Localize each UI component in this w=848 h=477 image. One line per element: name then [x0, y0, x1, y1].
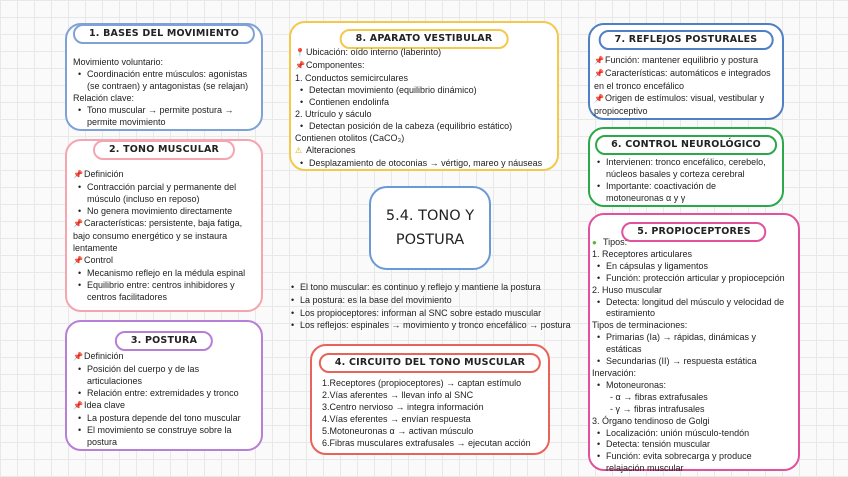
central-topic: [369, 186, 491, 270]
text-line: Origen de estímulos: visual, vestibular y propioceptivo: [594, 93, 765, 116]
bullet-item: • Contracción parcial y permanente del músculo (incluso en reposo): [73, 181, 255, 205]
bullet-item: • Mecanismo reflejo en la médula espinal: [73, 267, 255, 279]
pushpin-icon: 📌: [73, 256, 83, 265]
bullet-item: • Detectan movimiento (equilibrio dinámico): [295, 84, 551, 96]
bullet-item: • La postura depende del tono muscular: [73, 412, 255, 424]
summary-list: [286, 281, 571, 332]
card-circuito-tono: [310, 344, 550, 455]
bullet-item: • Desplazamiento de otoconias → vértigo, mareo y náuseas: [295, 157, 551, 169]
sub-item: - γ → fibras intrafusales: [610, 403, 705, 414]
bullet-item: • Localización: unión músculo-tendón: [592, 428, 792, 440]
pushpin-icon: 📌: [73, 352, 83, 361]
pushpin-icon: 📌: [594, 56, 604, 65]
bullet-item: • Intervienen: tronco encefálico, cerebelo, núcleos basales y corteza cerebral: [592, 156, 776, 180]
bullet-item: • Función: protección articular y propiocepción: [592, 273, 792, 285]
card-reflejos-posturales: [588, 23, 784, 120]
summary-item: • Los reflejos: espinales → movimiento y tronco encefálico → postura: [286, 319, 571, 332]
bullet-item: • Coordinación entre músculos: agonistas (se contraen) y antagonistas (se relajan): [73, 68, 255, 92]
bullet-item: • Función: evita sobrecarga y produce relajación muscular: [592, 451, 792, 475]
card-tono-muscular: [65, 139, 263, 312]
card-propioceptores: [588, 213, 800, 474]
text-line: 2. Utrículo y sáculo: [295, 109, 372, 119]
bullet-item: • Primarias (Ia) → rápidas, dinámicas y estáticas: [592, 332, 792, 356]
pushpin-icon: 📌: [594, 94, 604, 103]
card-title: 8. APARATO VESTIBULAR: [340, 29, 509, 49]
warning-icon: ⚠: [295, 146, 303, 155]
text-line: Contienen otolitos (CaCO₃): [295, 133, 405, 143]
pushpin-icon: 📌: [295, 61, 305, 70]
text-line: Componentes:: [306, 60, 365, 70]
step-item: 1.Receptores (propioceptores) → captan estímulo: [322, 378, 522, 388]
bullet-item: • Importante: coactivación de motoneuronas α y γ: [592, 180, 776, 204]
text-line: Relación clave:: [73, 93, 135, 103]
bullet-item: • Motoneuronas:: [592, 380, 792, 392]
text-line: Idea clave: [84, 400, 126, 410]
bullet-item: • Detecta: tensión muscular: [592, 439, 792, 451]
bullet-item: • Equilibrio entre: centros inhibidores y centros facilitadores: [73, 279, 255, 303]
text-line: Alteraciones: [306, 145, 356, 155]
bullet-item: • En cápsulas y ligamentos: [592, 261, 792, 273]
text-line: 1. Receptores articulares: [592, 248, 693, 259]
text-line: Movimiento voluntario:: [73, 57, 164, 67]
card-bases-movimiento: [65, 23, 263, 131]
central-topic-title: 5.4. TONO Y POSTURA: [385, 208, 475, 248]
text-line: Ubicación: oído interno (laberinto): [306, 47, 442, 57]
text-line: 1. Conductos semicirculares: [295, 73, 409, 83]
pushpin-icon: 📌: [594, 69, 604, 78]
pushpin-icon: 📌: [73, 219, 83, 228]
card-postura: [65, 320, 263, 451]
text-line: Definición: [84, 351, 124, 361]
text-line: Tipos:: [603, 237, 628, 247]
text-line: Características: automáticos e integrados en el tronco encefálico: [594, 68, 771, 91]
pushpin-icon: 📌: [73, 170, 83, 179]
step-item: 4.Vías eferentes → envían respuesta: [322, 414, 471, 424]
bullet-item: • Detecta: longitud del músculo y velocidad de estiramiento: [592, 297, 792, 321]
card-aparato-vestibular: [289, 21, 559, 171]
card-title: 7. REFLEJOS POSTURALES: [599, 30, 774, 50]
location-pin-icon: 📍: [295, 48, 305, 57]
summary-item: • La postura: es la base del movimiento: [286, 294, 571, 307]
step-item: 2.Vías aferentes → llevan info al SNC: [322, 390, 474, 400]
card-title: 6. CONTROL NEUROLÓGICO: [595, 135, 777, 155]
card-title: 5. PROPIOCEPTORES: [621, 222, 766, 242]
text-line: Definición: [84, 169, 124, 179]
summary-item: • Los propioceptores: informan al SNC sobre estado muscular: [286, 307, 571, 320]
step-item: 3.Centro nervioso → integra información: [322, 402, 484, 412]
text-line: Características: persistente, baja fatiga, bajo consumo energético y se instaura lentamente: [73, 218, 243, 253]
bullet-item: • Contienen endolinfa: [295, 96, 551, 108]
text-line: Control: [84, 255, 114, 265]
card-title: 3. POSTURA: [115, 331, 213, 351]
card-title: 2. TONO MUSCULAR: [93, 140, 235, 160]
card-title: 4. CIRCUITO DEL TONO MUSCULAR: [319, 353, 541, 373]
summary-item: • El tono muscular: es continuo y reflejo y mantiene la postura: [286, 281, 571, 294]
bullet-item: • Detectan posición de la cabeza (equilibrio estático): [295, 120, 551, 132]
bullet-item: • Tono muscular → permite postura → permite movimiento: [73, 104, 255, 128]
bullet-item: • Relación entre: extremidades y tronco: [73, 387, 255, 399]
text-line: 3. Órgano tendinoso de Golgi: [592, 415, 710, 426]
green-circle-icon: ●: [592, 238, 597, 247]
bullet-item: • El movimiento se construye sobre la postura: [73, 424, 255, 448]
sub-item: - α → fibras extrafusales: [610, 391, 708, 402]
bullet-item: • No genera movimiento directamente: [73, 205, 255, 217]
pushpin-icon: 📌: [73, 401, 83, 410]
text-line: Función: mantener equilibrio y postura: [605, 55, 759, 65]
text-line: Inervación:: [592, 367, 637, 378]
card-control-neurologico: [588, 127, 784, 207]
text-line: Tipos de terminaciones:: [592, 320, 688, 331]
bullet-item: • Posición del cuerpo y de las articulaciones: [73, 363, 255, 387]
card-title: 1. BASES DEL MOVIMIENTO: [73, 24, 255, 44]
bullet-item: • Secundarias (II) → respuesta estática: [592, 356, 792, 368]
step-item: 6.Fibras musculares extrafusales → ejecutan acción: [322, 438, 531, 448]
text-line: 2. Huso muscular: [592, 284, 663, 295]
step-item: 5.Motoneuronas α → activan músculo: [322, 426, 474, 436]
